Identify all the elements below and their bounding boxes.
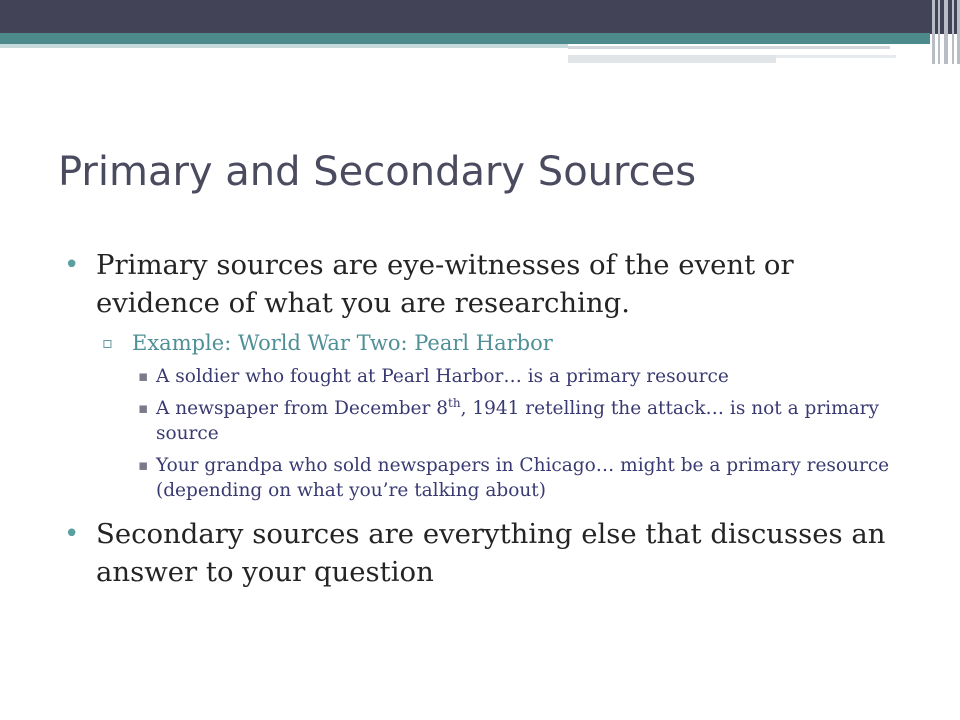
header-band: [0, 0, 960, 34]
sub-sub-bullet-text: A newspaper from December 8th, 1941 retelling the attack… is not a primary source: [156, 395, 879, 444]
decor-line: [776, 55, 896, 58]
sub-bullet-example: [64, 328, 914, 358]
bullet-list: [64, 246, 914, 597]
bullet-text: Primary sources are eye-witnesses of the event or evidence of what you are researching.: [96, 249, 794, 319]
sub-sub-bullet-1: [64, 364, 914, 389]
bullet-primary: [64, 246, 914, 322]
sub-sub-bullet-marker: ▪: [138, 456, 149, 474]
decor-line: [568, 55, 776, 63]
decor-bars: [930, 0, 960, 64]
slide-title: Primary and Secondary Sources: [58, 149, 697, 195]
accent-strip-light: [0, 44, 568, 48]
sub-bullet-text: Example: World War Two: Pearl Harbor: [132, 331, 553, 355]
bullet-secondary: [64, 515, 914, 591]
sub-sub-bullet-2: [64, 396, 914, 446]
accent-strip: [0, 33, 930, 44]
sub-sub-bullet-text: Your grandpa who sold newspapers in Chicago… might be a primary resource (depending on what you’re talking about): [156, 455, 890, 501]
sub-sub-bullet-marker: ▪: [138, 399, 149, 417]
bullet-marker: •: [64, 519, 80, 549]
decor-line: [568, 46, 890, 49]
sub-bullet-marker: ▫: [102, 333, 113, 352]
bullet-marker: •: [64, 250, 80, 280]
sub-sub-bullet-3: [64, 453, 914, 503]
sub-sub-bullet-marker: ▪: [138, 367, 149, 385]
sub-sub-bullet-text: A soldier who fought at Pearl Harbor… is a primary resource: [156, 366, 729, 387]
bullet-text: Secondary sources are everything else that discusses an answer to your question: [96, 518, 886, 588]
